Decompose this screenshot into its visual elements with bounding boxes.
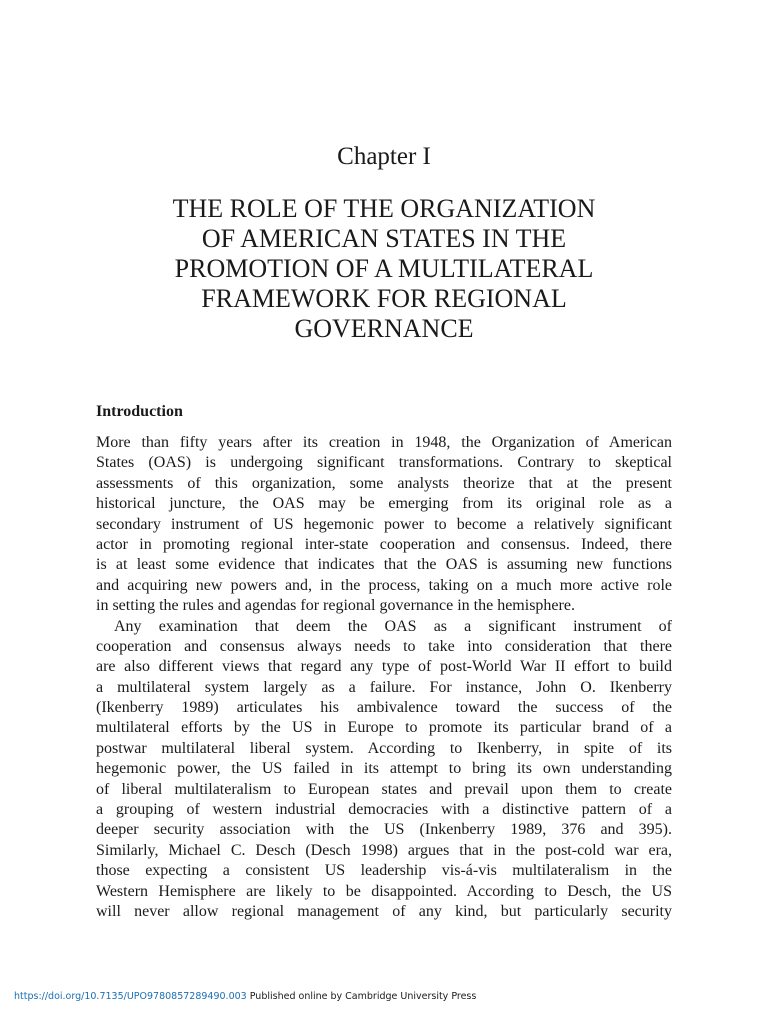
paragraph-2 [96, 617, 672, 923]
text-line: (Ikenberry 1989) articulates his ambivalence toward the success of the [96, 699, 672, 717]
text-line: assessments of this organization, some analysts theorize that at the present [96, 474, 672, 492]
text-line: of liberal multilateralism to European states and prevail upon them to create [96, 780, 672, 798]
text-line: cooperation and consensus always needs to take into consideration that there [96, 637, 672, 655]
chapter-title-line: OF AMERICAN STATES IN THE [201, 224, 567, 253]
text-line: Western Hemisphere are likely to be disappointed. According to Desch, the US [96, 882, 672, 900]
published-note: Published online by Cambridge University Press [249, 991, 477, 1002]
text-line: secondary instrument of US hegemonic power to become a relatively significant [96, 515, 672, 533]
text-line: deeper security association with the US (Inkenberry 1989, 376 and 395). [96, 821, 672, 839]
text-line: and acquiring new powers and, in the process, taking on a much more active role [96, 576, 672, 594]
text-line: in setting the rules and agendas for regional governance in the hemisphere. [96, 597, 575, 615]
chapter-title-line: FRAMEWORK FOR REGIONAL [201, 284, 567, 313]
chapter-title-line: PROMOTION OF A MULTILATERAL [174, 254, 594, 283]
text-line: States (OAS) is undergoing significant transformations. Contrary to skeptical [96, 454, 672, 472]
chapter-title-line: GOVERNANCE [294, 314, 474, 343]
text-line: Similarly, Michael C. Desch (Desch 1998) argues that in the post-cold war era, [96, 841, 672, 859]
text-line: a grouping of western industrial democracies with a distinctive pattern of a [96, 801, 672, 819]
text-line: multilateral efforts by the US in Europe to promote its particular brand of a [96, 719, 672, 737]
text-line: More than fifty years after its creation in 1948, the Organization of American [96, 434, 672, 451]
paragraph-1 [96, 433, 672, 617]
text-line: postwar multilateral liberal system. According to Ikenberry, in spite of its [96, 739, 672, 757]
text-line: is at least some evidence that indicates that the OAS is assuming new functions [96, 556, 672, 574]
body-text [96, 433, 672, 922]
chapter-title-line: THE ROLE OF THE ORGANIZATION [172, 194, 596, 223]
doi-link[interactable]: https://doi.org/10.7135/UPO9780857289490.003 [14, 991, 247, 1002]
text-line: those expecting a consistent US leadership vis-á-vis multilateralism in the [96, 862, 672, 880]
text-line: Any examination that deem the OAS as a significant instrument of [114, 617, 672, 635]
text-line: will never allow regional management of any kind, but particularly security [96, 902, 672, 920]
page-footer [14, 991, 476, 1003]
chapter-label: Chapter I [337, 143, 431, 170]
text-line: actor in promoting regional inter-state cooperation and consensus. Indeed, there [96, 535, 672, 553]
chapter-title [110, 194, 658, 344]
section-heading: Introduction [96, 403, 183, 420]
text-line: are also different views that regard any type of post-World War II effort to build [96, 658, 672, 676]
text-line: hegemonic power, the US failed in its attempt to bring its own understanding [96, 760, 672, 778]
text-line: historical juncture, the OAS may be emerging from its original role as a [96, 495, 672, 513]
text-line: a multilateral system largely as a failure. For instance, John O. Ikenberry [96, 678, 672, 696]
